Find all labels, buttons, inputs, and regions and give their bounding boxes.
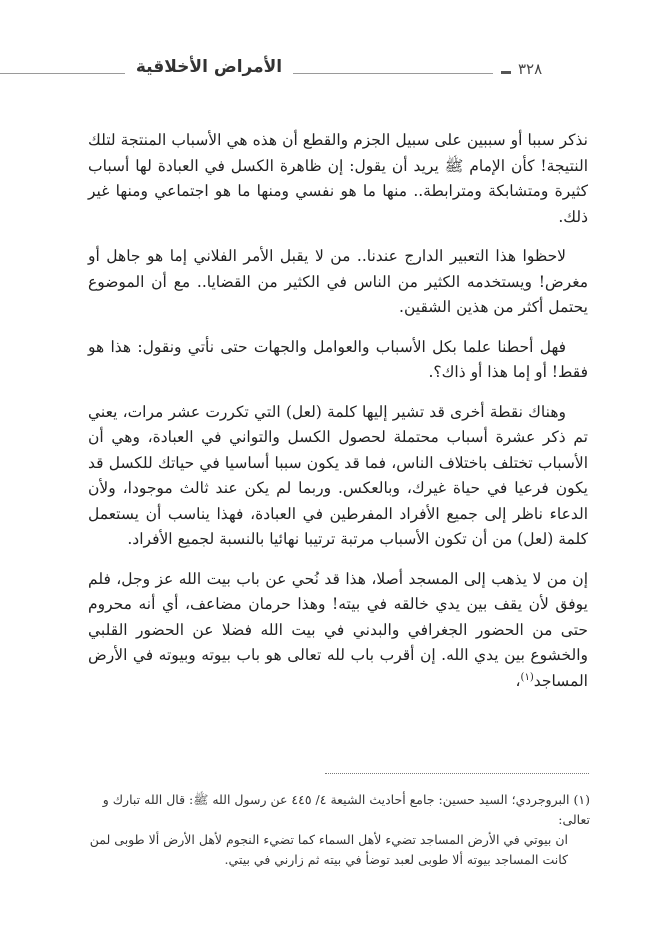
paragraph-5 <box>88 567 588 695</box>
paragraph-3: فهل أحطنا علما بكل الأسباب والعوامل والجهات حتى نأتي ونقول: هذا هو فقط! أو إما هذا أو ذاك؟. <box>88 337 588 381</box>
page-header <box>0 52 669 92</box>
body-text <box>88 128 588 708</box>
paragraph-4: وهناك نقطة أخرى قد تشير إليها كلمة (لعل) التي تكررت عشر مرات، يعني تم ذكر عشرة أسباب محتملة لحصول الكسل والتواني في العبادة، وهي أن الأسباب تختلف باختلاف الناس، فما قد يكون سببا أساسيا في حياتك للكسل قد يكون فرعيا في حياة غيرك، وبالعكس. وربما لم يكن عند ثالث موجودا، ولأن الدعاء ناظر إلى جميع الأفراد المفرطين في العبادة، فهذا يناسب أن يستعمل كلمة (لعل) من أن تكون الأسباب مرتبة ترتيبا نهائيا بالنسبة لجميع الأفراد. <box>88 402 588 548</box>
footnote-line-2: ان بيوتي في الأرض المساجد تضيء لأهل السماء كما تضيء النجوم لأهل الأرض ألا طوبى لمن كانت المساجد بيوته ألا طوبى لعبد توضأ في بيته ثم زارني في بيتي. <box>89 832 568 867</box>
paragraph-1: نذكر سببا أو سببين على سبيل الجزم والقطع أن هذه هي الأسباب المنتجة لتلك النتيجة! كأن الإمام ﷺ يريد أن يقول: إن ظاهرة الكسل في العبادة لها أسباب كثيرة ومتشابكة ومترابطة.. منها ما هو نفسي ومنها ما هو اجتماعي ومنها غير ذلك. <box>88 131 588 226</box>
footnote-line-1: (١) البروجردي؛ السيد حسين: جامع أحاديث الشيعة ٤/ ٤٤٥ عن رسول الله ﷺ: قال الله تبارك و تعالى: <box>102 792 590 827</box>
paragraph-2: لاحظوا هذا التعبير الدارج عندنا.. من لا يقبل الأمر الفلاني إما هو جاهل أو مغرض! ويستخدمه الكثير من الناس في الكثير من القضايا.. مع أن الموضوع يحتمل أكثر من هذين الشقين. <box>88 247 588 316</box>
running-title: الأمراض الأخلاقية <box>135 57 283 77</box>
footnote <box>72 790 590 870</box>
footnote-separator <box>325 773 589 774</box>
paragraph-5-end: ، <box>515 671 521 690</box>
paragraph-5-text: إن من لا يذهب إلى المسجد أصلا، هذا قد نُحي عن باب بيت الله عز وجل، فلم يوفق لأن يقف بين يدي خالقه في بيته! وهذا حرمان مضاعف، أي أنه محروم حتى من الحضور الجغرافي والبدني في بيت الله فضلا عن الحضور القلبي والخشوع بين يدي الله. إن أقرب باب لله تعالى هو باب بيوته وبيوته في الأرض المساجد <box>88 569 588 690</box>
header-rule-left <box>0 73 125 74</box>
footnote-reference[interactable]: (١) <box>520 671 534 683</box>
header-rule-middle <box>293 73 493 74</box>
page-number: ٣٢٨ <box>518 60 543 78</box>
header-dash <box>501 71 511 74</box>
